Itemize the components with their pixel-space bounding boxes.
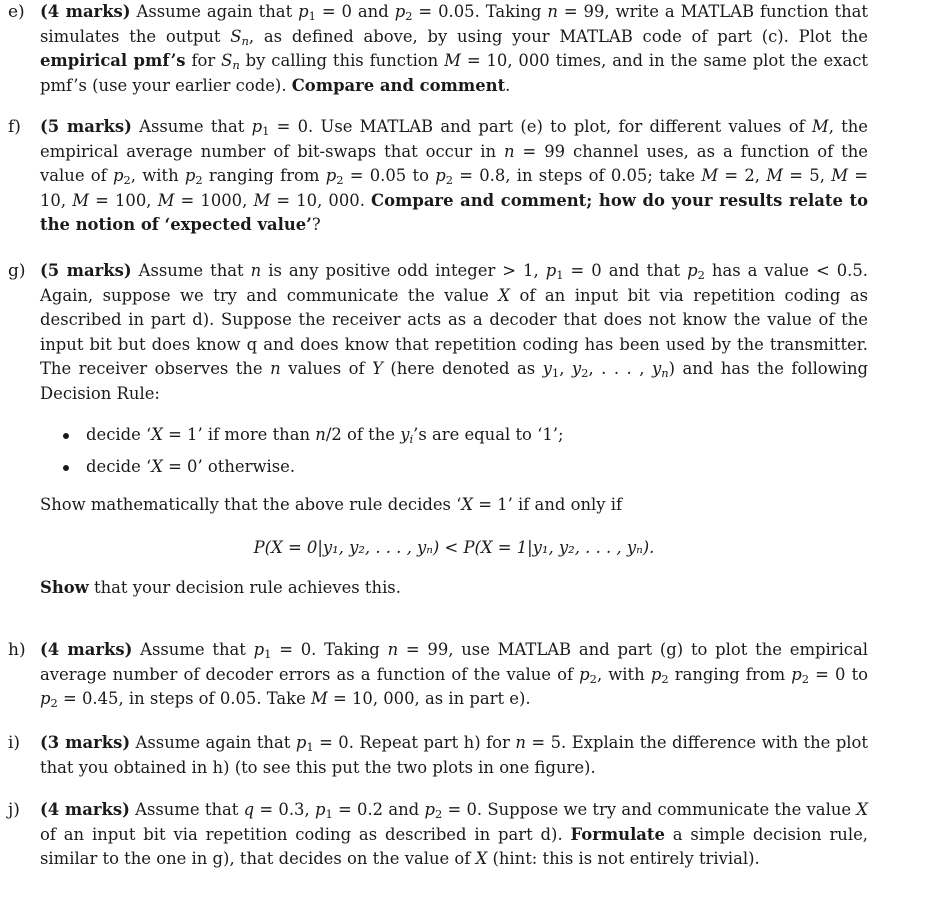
part-label: i)	[8, 733, 21, 753]
marks: (3 marks)	[40, 733, 131, 752]
part-label: f)	[8, 117, 21, 137]
marks: (4 marks)	[40, 640, 133, 659]
part-text: (3 marks) Assume again that $p_1 = 0$. Repeat part h) for n = 5. Explain the difference with the plot that you obtained in h) (to see this put the two plots in one figure).	[40, 733, 869, 777]
part-text: (5 marks) Assume that $p_1 = 0$. Use MATLAB and part (e) to plot, for different values of M, the empirical average number of bit-swaps that occur in n = 99 channel uses, as a function of the value of $p_2$, with $p_2$ ranging from $p_2 = 0.05$ to $p_2 = 0.8$, in steps of 0.05; take M = 2, M = 5, M = 10, M = 100, M = 1000, M = 10, 000. Compare and comment; how do your results relate to the notion of ‘expected value’?	[40, 117, 869, 235]
part-text: (5 marks) Assume that n is any positive odd integer > 1, $p_1 = 0$ and that $p_2$ has a value < 0.5. Again, suppose we try and communicate the value X of an input bit via repetition coding as described in part d). Suppose the receiver acts as a decoder that does not know the value of the input bit but does know q and does know that repetition coding has been used by the transmitter. The receiver observes the n values of Y (here denoted as $y_1$, $y_2$, . . . , $y_n$) and has the following Decision Rule: decide ‘X = 1’ if more than n/2 of the $y_i’s$ are equal to ‘1’; decide ‘X = 0’ otherwise. Show mathematically that the above rule decides ‘X = 1’ if and only if P(X = 0|y₁, y₂, . . . , yₙ) < P(X = 1|y₁, y₂, . . . , yₙ). Show that your decision rule achieves this.	[40, 259, 868, 601]
part-text: (4 marks) Assume that $p_1 = 0$. Taking n = 99, use MATLAB and part (g) to plot the empirical average number of decoder errors as a function of the value of $p_2$, with $p_2$ ranging from $p_2 = 0$ to $p_2 = 0.45$, in steps of 0.05. Take M = 10, 000, as in part e).	[40, 640, 869, 711]
part-text: (4 marks) Assume again that $p_1 = 0$ and $p_2 = 0.05$. Taking n = 99, write a MATLAB function that simulates the output $S_n$, as defined above, by using your MATLAB code of part (c). Plot the empirical pmf’s for $S_n$ by calling this function M = 10, 000 times, and in the same plot the exact pmf’s (use your earlier code). Compare and comment.	[40, 2, 869, 95]
decision-rule-list	[40, 423, 868, 480]
show-statement: Show mathematically that the above rule decides ‘X = 1’ if and only if	[40, 495, 623, 515]
list-item: decide ‘X = 1’ if more than n/2 of the $y_i’s$ are equal to ‘1’;	[40, 423, 868, 448]
marks: (4 marks)	[40, 800, 130, 819]
list-item: decide ‘X = 0’ otherwise.	[40, 455, 868, 480]
part-label: g)	[8, 261, 26, 281]
part-label: e)	[8, 2, 25, 22]
show-final: Show that your decision rule achieves this.	[40, 578, 401, 598]
part-label: h)	[8, 640, 26, 660]
part-label: j)	[8, 800, 20, 820]
marks: (5 marks)	[40, 261, 132, 280]
marks: (4 marks)	[40, 2, 131, 21]
marks: (5 marks)	[40, 117, 132, 136]
equation: P(X = 0|y₁, y₂, . . . , yₙ) < P(X = 1|y₁, y₂, . . . , yₙ).	[253, 537, 655, 557]
part-text: (4 marks) Assume that q = 0.3, $p_1 = 0.2$ and $p_2 = 0$. Suppose we try and communicate the value X of an input bit via repetition coding as described in part d). Formulate a simple decision rule, similar to the one in g), that decides on the value of X (hint: this is not entirely trivial).	[40, 800, 869, 869]
